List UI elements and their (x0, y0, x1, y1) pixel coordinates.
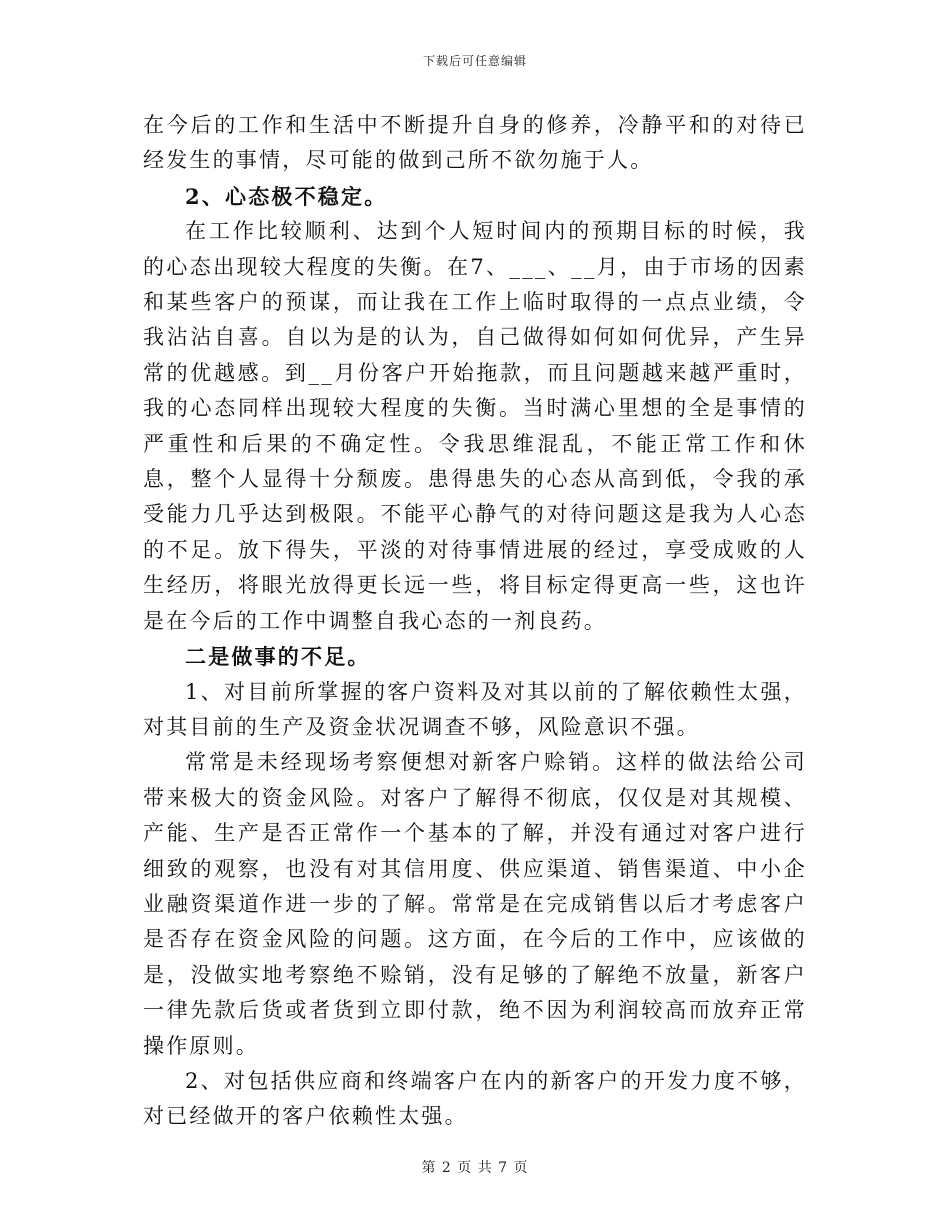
section-heading-work: 二是做事的不足。 (185, 644, 371, 670)
paragraph-work-2: 2、对包括供应商和终端客户在内的新客户的开发力度不够，对已经做开的客户依赖性太强。 (143, 1068, 807, 1129)
header-note: 下载后可任意编辑 (422, 54, 527, 68)
paragraph-1: 在今后的工作和生活中不断提升自身的修养，冷静平和的对待已经发生的事情，尽可能的做到己所不欲勿施于人。 (143, 113, 807, 173)
document-body (143, 108, 807, 1135)
paragraph-work-credit: 常常是未经现场考察便想对新客户赊销。这样的做法给公司带来极大的资金风险。对客户了解得不彻底，仅仅是对其规模、产能、生产是否正常作一个基本的了解，并没有通过对客户进行细致的观察，也没有对其信用度、供应渠道、销售渠道、中小企业融资渠道作进一步的了解。常常是在完成销售以后才考虑客户是否存在资金风险的问题。这方面，在今后的工作中，应该做的是，没做实地考察绝不赊销，没有足够的了解绝不放量，新客户一律先款后货或者货到立即付款，绝不因为利润较高而放弃正常操作原则。 (143, 750, 807, 1058)
section-heading-mindset: 2、心态极不稳定。 (185, 183, 388, 209)
page-number: 第 2 页 共 7 页 (421, 1160, 529, 1176)
paragraph-work-1: 1、对目前所掌握的客户资料及对其以前的了解依赖性太强，对其目前的生产及资金状况调查不够，风险意识不强。 (143, 679, 807, 739)
paragraph-mindset: 在工作比较顺利、达到个人短时间内的预期目标的时候，我的心态出现较大程度的失衡。在7、___、__月，由于市场的因素和某些客户的预谋，而让我在工作上临时取得的一点点业绩，令我沾沾自喜。自以为是的认为，自己做得如何如何优异，产生异常的优越感。到__月份客户开始拖款，而且问题越来越严重时，我的心态同样出现较大程度的失衡。当时满心里想的全是事情的严重性和后果的不确定性。令我思维混乱，不能正常工作和休息，整个人显得十分颓废。患得患失的心态从高到低，令我的承受能力几乎达到极限。不能平心静气的对待问题这是我为人心态的不足。放下得失，平淡的对待事情进展的经过，享受成败的人生经历，将眼光放得更长远一些，将目标定得更高一些，这也许是在今后的工作中调整自我心态的一剂良药。 (143, 219, 807, 633)
